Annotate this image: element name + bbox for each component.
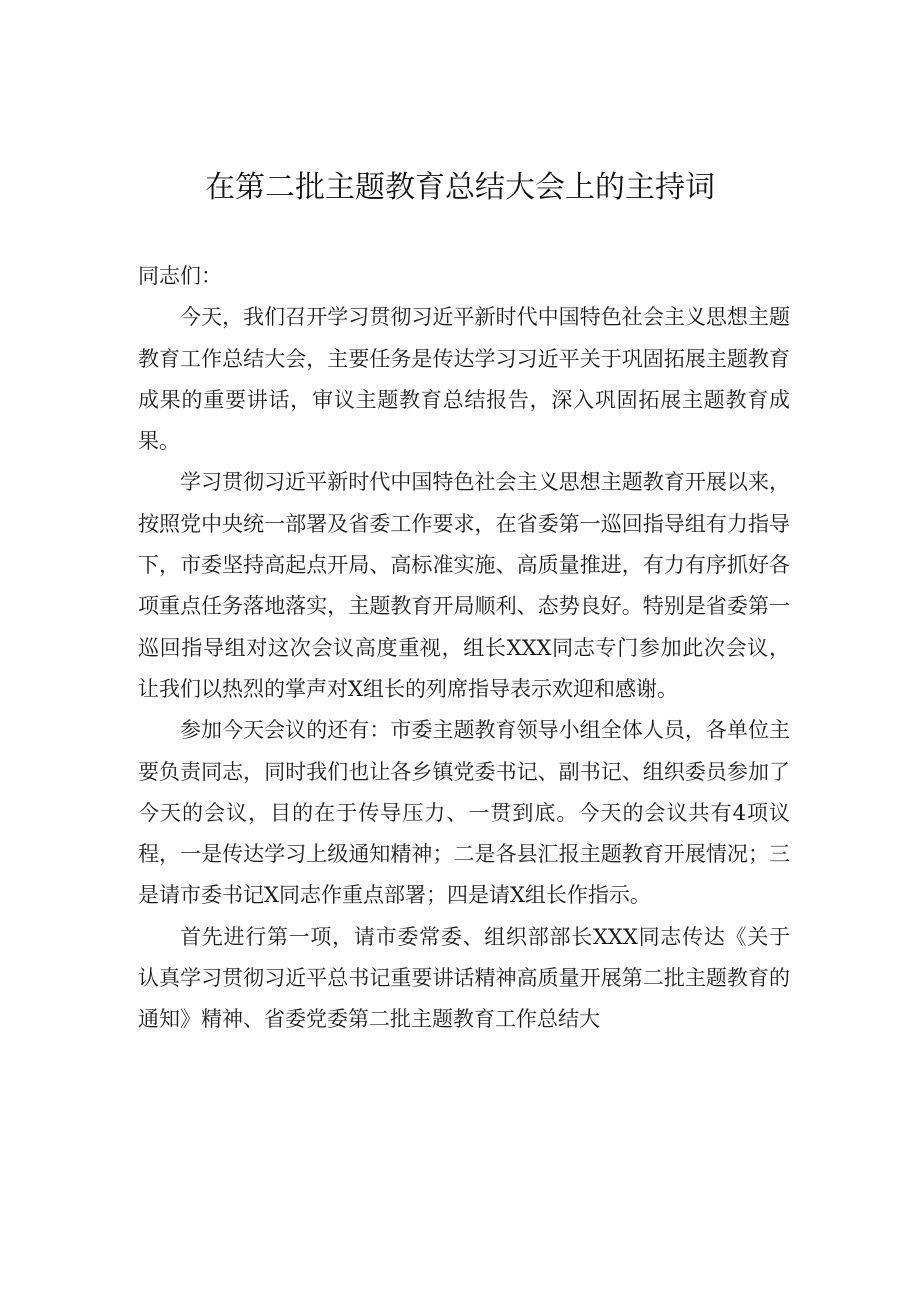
document-body [138,256,790,1041]
paragraph-opening: 今天，我们召开学习贯彻习近平新时代中国特色社会主义思想主题教育工作总结大会，主要任务是传达学习习近平关于巩固拓展主题教育成果的重要讲话，审议主题教育总结报告，深入巩固拓展主题教育成果。 [138,305,790,454]
paragraph-first-item: 首先进行第一项，请市委常委、组织部部长XXX同志传达《关于认真学习贯彻习近平总书记重要讲话精神高质量开展第二批主题教育的通知》精神、省委党委第二批主题教育工作总结大 [138,924,790,1032]
salutation: 同志们： [138,264,222,288]
paragraph-attendees-agenda: 参加今天会议的还有：市委主题教育领导小组全体人员，各单位主要负责同志，同时我们也让各乡镇党委书记、副书记、组织委员参加了今天的会议，目的在于传导压力、一贯到底。今天的会议共有4项议程，一是传达学习上级通知精神；二是各县汇报主题教育开展情况；三是请市委书记X同志作重点部署；四是请X组长作指示。 [138,718,790,908]
paragraph-progress: 学习贯彻习近平新时代中国特色社会主义思想主题教育开展以来，按照党中央统一部署及省委工作要求，在省委第一巡回指导组有力指导下，市委坚持高起点开局、高标准实施、高质量推进，有力有序抓好各项重点任务落地落实，主题教育开局顺利、态势良好。特别是省委第一巡回指导组对这次会议高度重视，组长XXX同志专门参加此次会议，让我们以热烈的掌声对X组长的列席指导表示欢迎和感谢。 [138,470,790,701]
document-title: 在第二批主题教育总结大会上的主持词 [205,170,715,205]
